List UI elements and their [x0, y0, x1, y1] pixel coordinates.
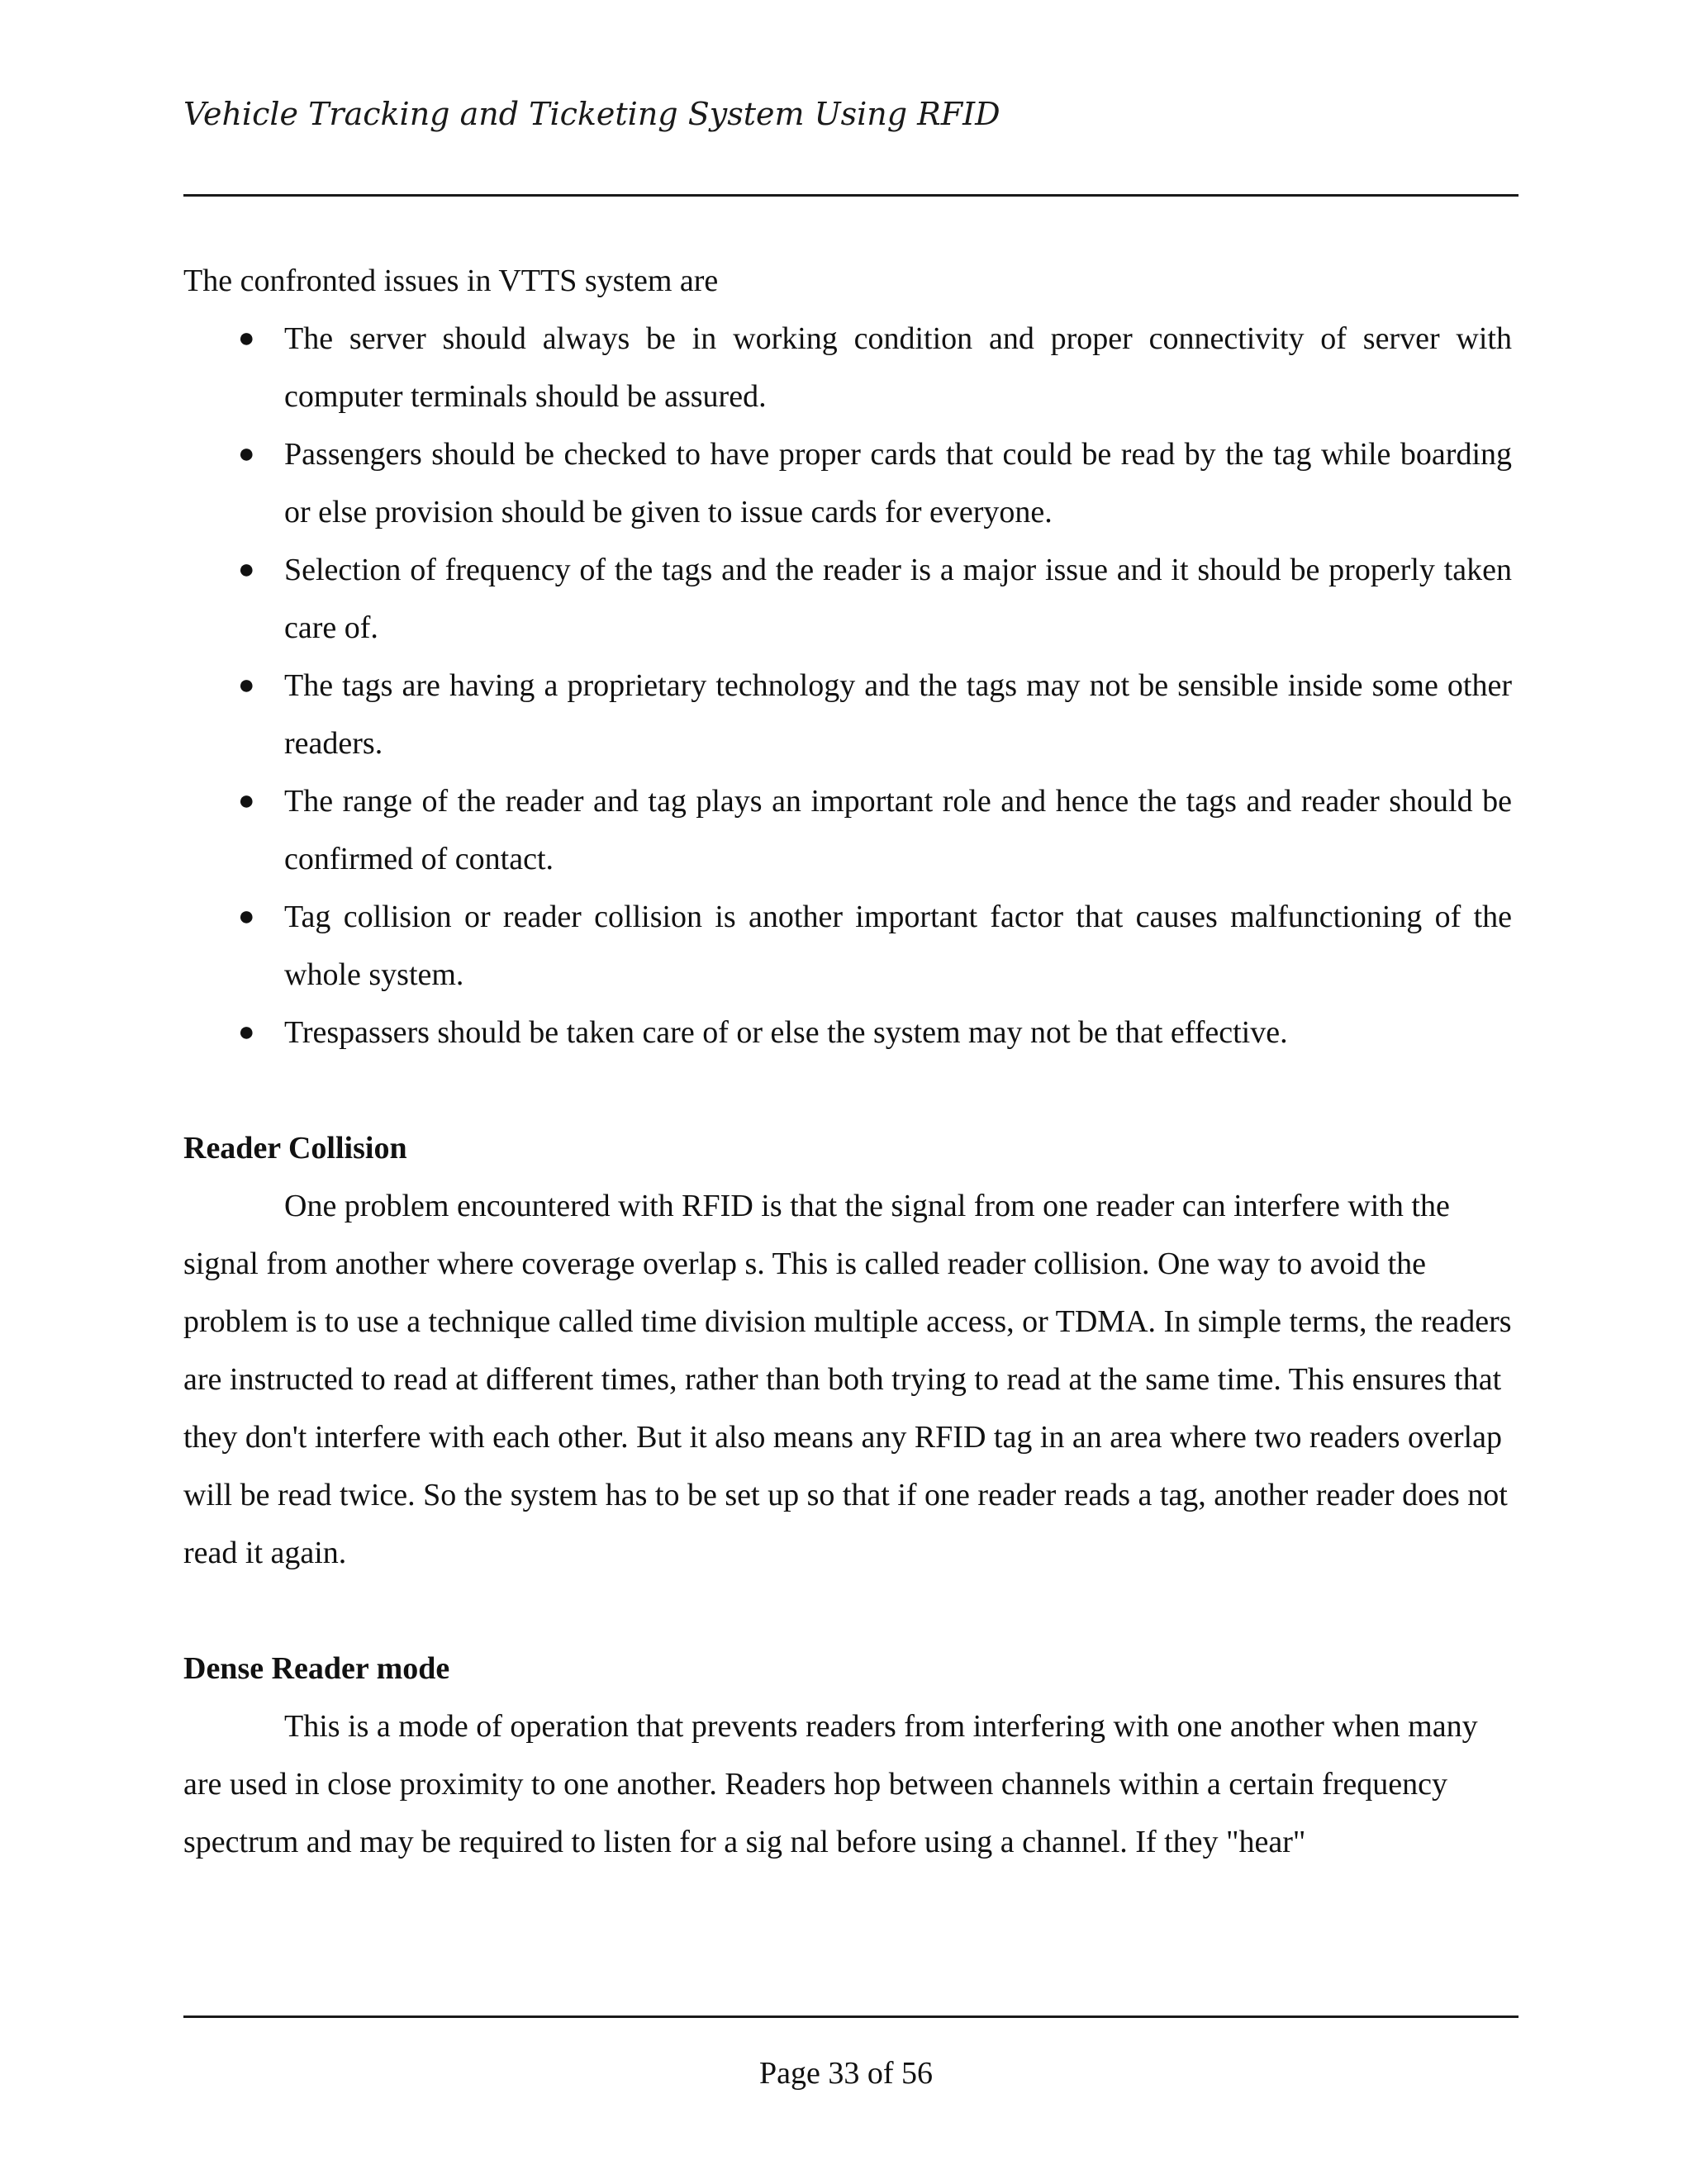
list-item	[183, 310, 1519, 425]
bullet-icon: ●	[238, 1017, 255, 1047]
page-number: Page 33 of 56	[758, 2056, 934, 2091]
list-item-text: Passengers should be checked to have proper cards that could be read by the tag while boarding or else provision should be given to issue cards for everyone.	[284, 437, 1512, 529]
page-body	[183, 252, 1519, 1871]
list-item-text: The range of the reader and tag plays an important role and hence the tags and reader should be confirmed of contact.	[284, 784, 1512, 876]
section-heading-reader-collision: Reader Collision	[183, 1131, 407, 1166]
list-item	[183, 888, 1519, 1004]
list-item	[183, 772, 1519, 888]
list-item-text: The tags are having a proprietary technology and the tags may not be sensible inside some other readers.	[284, 668, 1512, 761]
footer-rule	[183, 2015, 1519, 2018]
running-header: Vehicle Tracking and Ticketing System Using RFID	[183, 96, 1000, 132]
list-item	[183, 541, 1519, 657]
bullet-icon: ●	[238, 554, 255, 585]
list-item	[183, 657, 1519, 772]
paragraph-dense-reader-mode: This is a mode of operation that prevents readers from interfering with one another when many are used in close proximity to one another. Readers hop between channels within a certain frequency spectrum and may be required to listen for a sig nal before using a channel. If they "hear"	[183, 1709, 1478, 1859]
list-item-text: The server should always be in working condition and proper connectivity of server with computer terminals should be assured.	[284, 321, 1512, 414]
list-item-text: Trespassers should be taken care of or else the system may not be that effective.	[284, 1015, 1288, 1050]
bullet-icon: ●	[238, 439, 255, 469]
issues-list	[183, 310, 1519, 1061]
list-item	[183, 1004, 1519, 1061]
list-item-text: Selection of frequency of the tags and the reader is a major issue and it should be properly taken care of.	[284, 553, 1512, 645]
header-rule	[183, 194, 1519, 197]
bullet-icon: ●	[238, 901, 255, 932]
bullet-icon: ●	[238, 323, 255, 354]
list-item	[183, 425, 1519, 541]
bullet-icon: ●	[238, 786, 255, 816]
section-heading-dense-reader-mode: Dense Reader mode	[183, 1651, 450, 1686]
intro-line: The confronted issues in VTTS system are	[183, 264, 719, 298]
list-item-text: Tag collision or reader collision is another important factor that causes malfunctioning of the whole system.	[284, 900, 1512, 992]
bullet-icon: ●	[238, 670, 255, 700]
paragraph-reader-collision: One problem encountered with RFID is that the signal from one reader can interfere with the signal from another where coverage overlap s. This is called reader collision. One way to avoid the problem is to use a technique called time division multiple access, or TDMA. In simple terms, the readers are instructed to read at different times, rather than both trying to read at the same time. This ensures that they don't interfere with each other. But it also means any RFID tag in an area where two readers overlap will be read twice. So the system has to be set up so that if one reader reads a tag, another reader does not read it again.	[183, 1189, 1512, 1570]
